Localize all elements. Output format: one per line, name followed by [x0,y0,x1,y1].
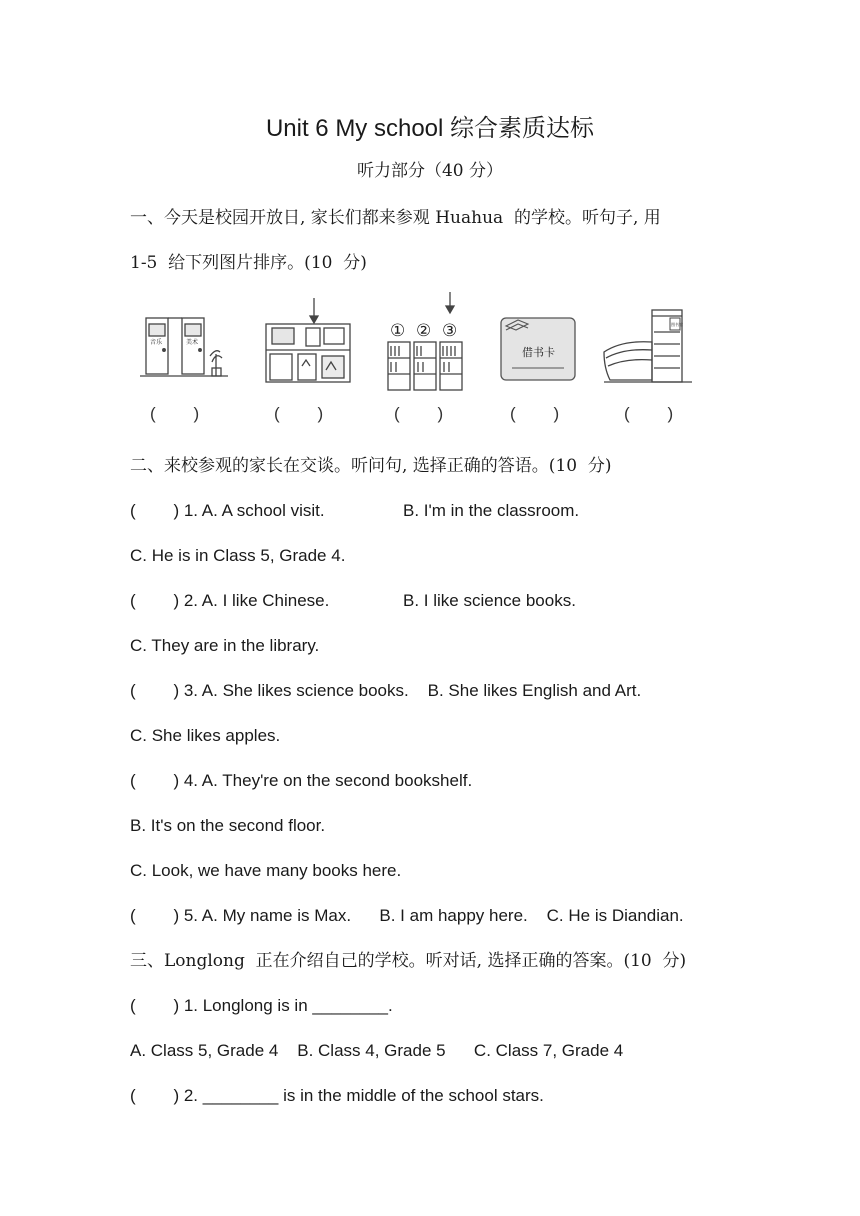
shelf-3-label: ③ [442,321,458,341]
section2-heading: 二、来校参观的家长在交谈。听问句, 选择正确的答语。(10 分) [130,456,612,476]
s2-q4-option-b: B. It's on the second floor. [130,816,326,835]
s2-q1-option-b: B. I'm in the classroom. [403,501,580,520]
art-label: 美术 [186,339,199,346]
answer-blank-4[interactable]: ( ) [510,404,560,423]
s3-question-1: ( ) 1. Longlong is in ________. [130,996,393,1015]
music-art-rooms-image [138,292,230,384]
s2-question-3: ( ) 3. A. She likes science books. B. She likes English and Art. [130,681,642,700]
section3-heading: 三、Longlong 正在介绍自己的学校。听对话, 选择正确的答案。(10 分) [130,951,687,971]
s2-question-2: ( ) 2. A. I like Chinese. [130,591,330,610]
s3-question-2: ( ) 2. ________ is in the middle of the school stars. [130,1086,544,1105]
library-sign: 图书馆 [671,322,683,327]
answer-blank-1[interactable]: ( ) [150,404,200,423]
s2-question-4: ( ) 4. A. They're on the second bookshelf. [130,771,473,790]
section1-heading: 一、今天是校园开放日, 家长们都来参观 Huahua 的学校。听句子, 用 [130,208,661,228]
s2-q1-option-c: C. He is in Class 5, Grade 4. [130,546,346,565]
answer-blank-3[interactable]: ( ) [394,404,444,423]
listening-subtitle: 听力部分（40 分） [356,161,504,181]
library-building-image [602,292,694,384]
s2-q4-option-c: C. Look, we have many books here. [130,861,402,880]
answer-blank-5[interactable]: ( ) [624,404,674,423]
shelf-1-label: ① [390,321,406,341]
s2-q3-option-c: C. She likes apples. [130,726,281,745]
s3-q1-options: A. Class 5, Grade 4 B. Class 4, Grade 5 C. Class 7, Grade 4 [130,1041,624,1060]
page-title: Unit 6 My school 综合素质达标 [265,115,595,142]
answer-blank-2[interactable]: ( ) [274,404,324,423]
s2-question-5: ( ) 5. A. My name is Max. B. I am happy here. C. He is Diandian. [130,906,684,925]
bookshelves-image [386,292,468,392]
library-card-label: 借书卡 [522,346,555,359]
shelf-2-label: ② [416,321,432,341]
section1-heading-cont: 1-5 给下列图片排序。(10 分) [130,253,367,273]
s2-q2-option-c: C. They are in the library. [130,636,320,655]
classroom-building-image [262,292,354,384]
s2-q2-option-b: B. I like science books. [403,591,576,610]
library-card-image [498,292,578,384]
music-label: 音乐 [150,339,163,346]
s2-question-1: ( ) 1. A. A school visit. [130,501,325,520]
